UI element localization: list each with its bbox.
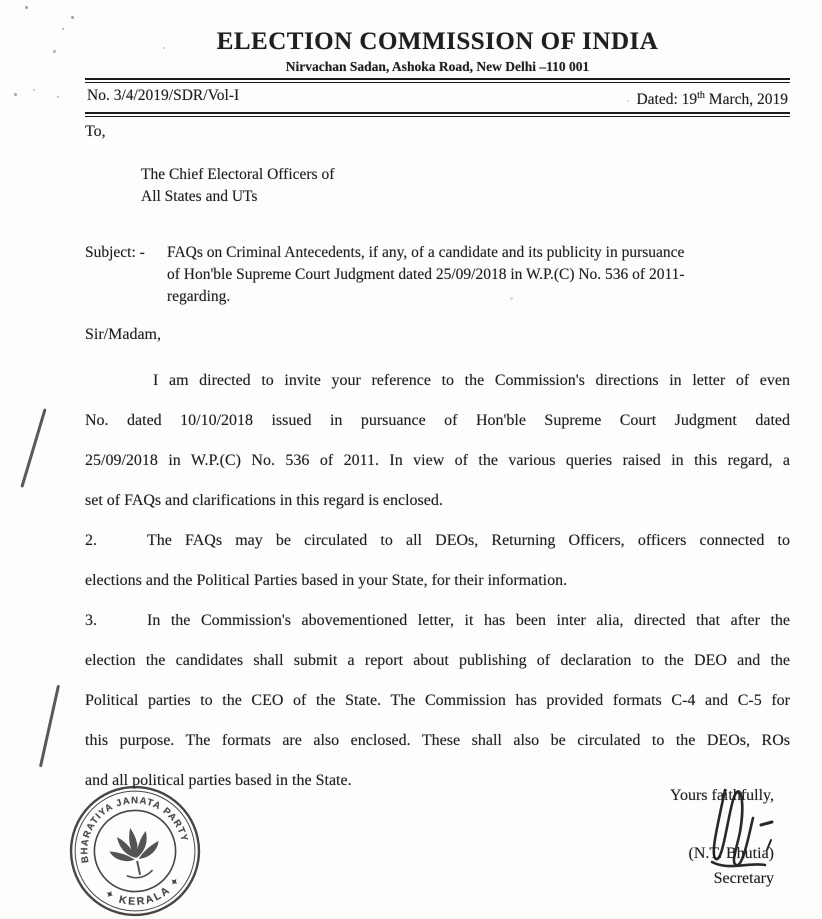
scan-speck (53, 50, 56, 53)
subject-label: Subject: - (85, 244, 145, 262)
signatory-name: (N.T. Bhutia) (688, 845, 774, 862)
recipient-line: The Chief Electoral Officers of (141, 166, 335, 184)
body-line: and all political parties based in the State. (85, 772, 352, 790)
body-line: this purpose. The formats are also enclosed. These shall also be circulated to the DEOs, ROs (85, 732, 790, 750)
scan-speck (25, 6, 28, 9)
subject-line: of Hon'ble Supreme Court Judgment dated 25/09/2018 in W.P.(C) No. 536 of 2011- (167, 266, 685, 284)
signatory-designation: Secretary (713, 870, 774, 887)
body-line: Political parties to the CEO of the State. The Commission has provided formats C-4 and C-5 for (85, 692, 790, 710)
body-line: election the candidates shall submit a report about publishing of declaration to the DEO and the (85, 652, 790, 670)
subject-line: FAQs on Criminal Antecedents, if any, of a candidate and its publicity in pursuance (167, 244, 685, 262)
letter-body (85, 361, 790, 801)
body-line: set of FAQs and clarifications in this regard is enclosed. (85, 492, 443, 510)
date-ordinal: th (697, 90, 705, 101)
scan-speck (33, 89, 35, 91)
recipient-line: All States and UTs (141, 188, 258, 206)
subject-line: regarding. (167, 288, 231, 306)
stamp-top-text: BHARATIYA JANATA PARTY (79, 795, 190, 864)
scan-speck (62, 28, 64, 30)
reference-row (85, 83, 790, 112)
letter-number: No. 3/4/2019/SDR/Vol-I (87, 87, 240, 104)
body-line: 2. The FAQs may be circulated to all DEOs, Returning Officers, officers connected to (85, 521, 790, 561)
margin-pen-mark (39, 685, 60, 768)
scan-speck (71, 16, 74, 19)
body-line: I am directed to invite your reference to the Commission's directions in letter of even (153, 372, 790, 390)
party-stamp (56, 772, 215, 919)
letter-date: Dated: 19th March, 2019 (636, 90, 788, 109)
subject-block (85, 242, 790, 308)
signature-icon (697, 778, 785, 878)
body-line: elections and the Political Parties based in your State, for their information. (85, 572, 568, 590)
lotus-icon (107, 824, 165, 882)
org-address: Nirvachan Sadan, Ashoka Road, New Delhi –110 001 (285, 59, 590, 74)
svg-text:✦ KERALA ✦ (101, 872, 188, 916)
stamp-bottom-text: ✦ KERALA ✦ (102, 873, 184, 908)
to-line: To, (85, 123, 106, 141)
header-rule-bottom (85, 112, 790, 117)
body-line: No. dated 10/10/2018 issued in pursuance of Hon'ble Supreme Court Judgment dated (85, 412, 790, 430)
subject-text (167, 242, 790, 308)
margin-pen-mark (20, 408, 46, 487)
para-number: 3. (85, 612, 97, 630)
org-title: ELECTION COMMISSION OF INDIA (216, 28, 659, 55)
para-number: 2. (85, 532, 97, 550)
body-line: 25/09/2018 in W.P.(C) No. 536 of 2011. In view of the various queries raised in this regard, a (85, 452, 790, 470)
recipient-block (85, 164, 790, 208)
salutation: Sir/Madam, (85, 326, 161, 344)
scan-speck (57, 96, 59, 98)
valediction: Yours faithfully, (669, 787, 774, 804)
body-line: 3. In the Commission's abovementioned letter, it has been inter alia, directed that after the (85, 601, 790, 641)
scan-speck (14, 93, 17, 96)
